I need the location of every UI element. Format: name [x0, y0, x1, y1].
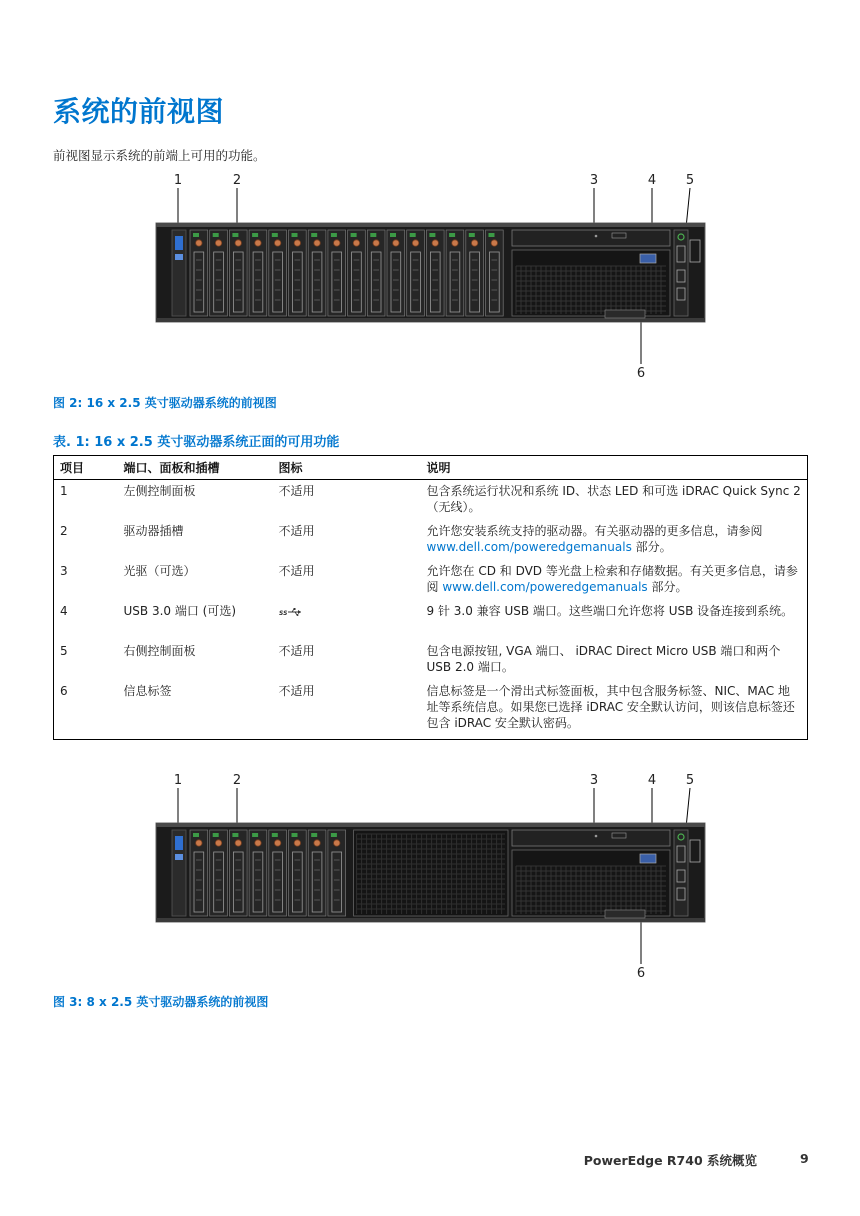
callout-label: 6	[636, 966, 646, 981]
footer-page-number: 9	[800, 1151, 809, 1166]
status-led	[175, 836, 183, 850]
drive-bay	[328, 830, 346, 916]
drive-bay	[190, 230, 208, 316]
row-icon	[273, 600, 421, 640]
drive-bay	[249, 830, 267, 916]
callout-label: 1	[173, 773, 183, 788]
callout-label: 2	[232, 173, 242, 188]
intro-text: 前视图显示系统的前端上可用的功能。	[53, 148, 266, 163]
server-illustration-8	[150, 770, 710, 985]
description-text: 允许您在 CD 和 DVD 等光盘上检索和存储数据。有关更多信息，请参阅	[426, 564, 798, 594]
manuals-link[interactable]: www.dell.com/poweredgemanuals	[426, 540, 632, 554]
row-description: 包含电源按钮, VGA 端口、 iDRAC Direct Micro USB 端口和两个 USB 2.0 端口。	[426, 644, 781, 674]
callout-label: 2	[232, 773, 242, 788]
drive-bay	[229, 830, 247, 916]
description-text: 部分。	[631, 540, 672, 554]
status-led	[175, 854, 183, 860]
usb3-port	[640, 854, 656, 863]
server-illustration-16	[150, 170, 710, 385]
header-port: 端口、面板和插槽	[118, 456, 273, 480]
callout-label: 3	[589, 773, 599, 788]
table-row	[54, 560, 808, 600]
footer-document-title: PowerEdge R740 系统概览	[583, 1153, 757, 1168]
svg-text:SS: SS	[278, 610, 287, 617]
status-led	[175, 254, 183, 260]
drive-bay	[289, 830, 307, 916]
row-description: 信息标签是一个滑出式标签面板，其中包含服务标签、NIC、MAC 地址等系统信息。如果您已选择 iDRAC 安全默认访问，则该信息标签还包含 iDRAC 安全默认密码。	[426, 684, 795, 730]
row-icon: 不适用	[278, 484, 315, 498]
drive-bay	[407, 230, 425, 316]
drive-bay	[190, 830, 208, 916]
server-front-view-8-drive	[150, 770, 710, 985]
figure-caption-16-drive: 图 2: 16 x 2.5 英寸驱动器系统的前视图	[53, 396, 277, 410]
row-description: 包含系统运行状况和系统 ID、状态 LED 和可选 iDRAC Quick Sync 2（无线）。	[426, 484, 801, 514]
table-row	[54, 640, 808, 680]
usb3-icon	[279, 606, 303, 618]
callout-label: 3	[589, 173, 599, 188]
server-front-view-16-drive	[150, 170, 710, 385]
drive-bay	[289, 230, 307, 316]
row-description: 9 针 3.0 兼容 USB 端口。这些端口允许您将 USB 设备连接到系统。	[426, 604, 794, 618]
drive-bay	[229, 230, 247, 316]
callout-label: 4	[647, 773, 657, 788]
row-name: USB 3.0 端口 (可选)	[123, 604, 237, 618]
page-title: 系统的前视图	[53, 95, 225, 128]
row-name: 右侧控制面板	[123, 644, 196, 658]
drive-bay	[486, 230, 504, 316]
header-icon: 图标	[273, 456, 421, 480]
table-row	[54, 480, 808, 521]
drive-bay	[210, 230, 228, 316]
drive-bay	[367, 230, 385, 316]
row-item: 1	[60, 484, 68, 498]
drive-bay	[269, 230, 287, 316]
row-icon: 不适用	[278, 564, 315, 578]
row-name: 驱动器插槽	[123, 524, 184, 538]
row-item: 3	[60, 564, 68, 578]
drive-bay	[269, 830, 287, 916]
callout-label: 4	[647, 173, 657, 188]
drive-bay	[328, 230, 346, 316]
callout-label: 6	[636, 366, 646, 381]
usb3-port	[640, 254, 656, 263]
row-description	[421, 520, 808, 560]
row-item: 5	[60, 644, 68, 658]
drive-bay	[446, 230, 464, 316]
row-name: 左侧控制面板	[123, 484, 196, 498]
information-tag	[605, 910, 645, 918]
row-icon: 不适用	[278, 684, 315, 698]
callout-label: 5	[685, 773, 695, 788]
row-item: 2	[60, 524, 68, 538]
row-icon: 不适用	[278, 524, 315, 538]
drive-bay	[249, 230, 267, 316]
description-text: 部分。	[647, 580, 688, 594]
row-name: 信息标签	[123, 684, 172, 698]
status-led	[175, 236, 183, 250]
row-item: 4	[60, 604, 68, 618]
drive-bay	[348, 230, 366, 316]
drive-bay	[308, 230, 326, 316]
table-row	[54, 600, 808, 640]
row-description	[421, 560, 808, 600]
drive-bay	[387, 230, 405, 316]
drive-bay	[210, 830, 228, 916]
right-control-panel	[674, 230, 688, 316]
optical-drive	[512, 230, 670, 246]
figure-caption-8-drive: 图 3: 8 x 2.5 英寸驱动器系统的前视图	[53, 995, 269, 1009]
drive-bay	[466, 230, 484, 316]
information-tag	[605, 310, 645, 318]
row-icon: 不适用	[278, 644, 315, 658]
right-control-panel	[674, 830, 688, 916]
row-item: 6	[60, 684, 68, 698]
manuals-link[interactable]: www.dell.com/poweredgemanuals	[442, 580, 648, 594]
callout-label: 5	[685, 173, 695, 188]
drive-bay	[426, 230, 444, 316]
callout-label: 1	[173, 173, 183, 188]
optical-drive	[512, 830, 670, 846]
header-item: 项目	[54, 456, 118, 480]
table-title: 表. 1: 16 x 2.5 英寸驱动器系统正面的可用功能	[53, 435, 340, 450]
table-header-row	[54, 456, 808, 480]
front-features-table	[53, 455, 808, 740]
table-row	[54, 520, 808, 560]
header-description: 说明	[421, 456, 808, 480]
drive-bay	[308, 830, 326, 916]
table-row	[54, 680, 808, 740]
row-name: 光驱（可选）	[123, 564, 196, 578]
description-text: 允许您安装系统支持的驱动器。有关驱动器的更多信息，请参阅	[426, 524, 763, 538]
